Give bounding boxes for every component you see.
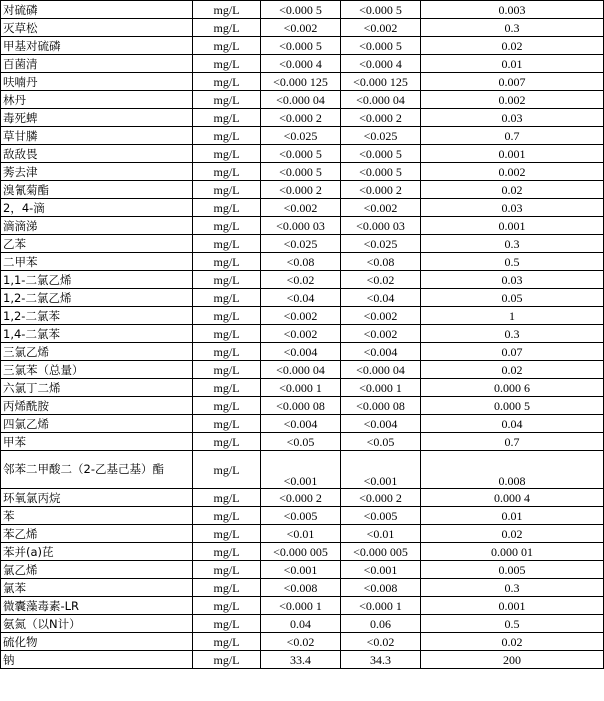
unit-cell: mg/L <box>193 397 261 415</box>
unit-cell: mg/L <box>193 615 261 633</box>
result-1-cell: <0.01 <box>261 525 341 543</box>
result-1-cell: <0.000 2 <box>261 181 341 199</box>
parameter-name-cell: 环氧氯丙烷 <box>1 489 193 507</box>
table-row <box>1 217 604 235</box>
table-row <box>1 543 604 561</box>
result-1-cell: <0.000 5 <box>261 37 341 55</box>
result-1-cell: <0.000 4 <box>261 55 341 73</box>
parameter-name-cell: 莠去津 <box>1 163 193 181</box>
limit-value-cell: 0.001 <box>421 217 604 235</box>
limit-value-cell: 0.7 <box>421 127 604 145</box>
limit-value-cell: 1 <box>421 307 604 325</box>
limit-value-cell: 0.05 <box>421 289 604 307</box>
parameter-name-cell: 林丹 <box>1 91 193 109</box>
limit-value-cell: 0.000 4 <box>421 489 604 507</box>
result-2-cell: <0.008 <box>341 579 421 597</box>
table-row <box>1 271 604 289</box>
table-row <box>1 235 604 253</box>
parameter-name-cell: 钠 <box>1 651 193 669</box>
result-1-cell: <0.001 <box>261 451 341 489</box>
parameter-name-cell: 草甘膦 <box>1 127 193 145</box>
result-1-cell: <0.000 03 <box>261 217 341 235</box>
result-2-cell: <0.000 5 <box>341 37 421 55</box>
result-2-cell: <0.000 2 <box>341 109 421 127</box>
parameter-name-cell: 甲基对硫磷 <box>1 37 193 55</box>
parameter-name-cell: 乙苯 <box>1 235 193 253</box>
limit-value-cell: 0.02 <box>421 361 604 379</box>
parameter-name-cell: 对硫磷 <box>1 1 193 19</box>
limit-value-cell: 0.001 <box>421 145 604 163</box>
parameter-name-cell: 1,2-二氯乙烯 <box>1 289 193 307</box>
parameter-name-cell: 苯 <box>1 507 193 525</box>
table-row <box>1 397 604 415</box>
unit-cell: mg/L <box>193 55 261 73</box>
result-1-cell: <0.002 <box>261 19 341 37</box>
result-2-cell: 34.3 <box>341 651 421 669</box>
table-row <box>1 253 604 271</box>
result-1-cell: <0.000 1 <box>261 597 341 615</box>
limit-value-cell: 0.008 <box>421 451 604 489</box>
parameter-name-cell: 氯乙烯 <box>1 561 193 579</box>
result-1-cell: <0.008 <box>261 579 341 597</box>
unit-cell: mg/L <box>193 633 261 651</box>
result-1-cell: <0.000 1 <box>261 379 341 397</box>
limit-value-cell: 0.5 <box>421 615 604 633</box>
result-2-cell: <0.002 <box>341 19 421 37</box>
limit-value-cell: 0.005 <box>421 561 604 579</box>
limit-value-cell: 0.3 <box>421 19 604 37</box>
parameter-name-cell: 甲苯 <box>1 433 193 451</box>
unit-cell: mg/L <box>193 361 261 379</box>
unit-cell: mg/L <box>193 235 261 253</box>
result-1-cell: <0.02 <box>261 271 341 289</box>
result-1-cell: <0.000 125 <box>261 73 341 91</box>
parameter-name-cell: 氯苯 <box>1 579 193 597</box>
table-body <box>1 1 604 669</box>
result-1-cell: <0.004 <box>261 343 341 361</box>
parameter-name-cell: 六氯丁二烯 <box>1 379 193 397</box>
result-2-cell: <0.002 <box>341 325 421 343</box>
parameter-name-cell: 百菌清 <box>1 55 193 73</box>
result-2-cell: <0.002 <box>341 199 421 217</box>
parameter-name-cell: 2，4-滴 <box>1 199 193 217</box>
unit-cell: mg/L <box>193 19 261 37</box>
result-2-cell: <0.05 <box>341 433 421 451</box>
unit-cell: mg/L <box>193 507 261 525</box>
result-1-cell: <0.005 <box>261 507 341 525</box>
parameter-name-cell: 二甲苯 <box>1 253 193 271</box>
parameter-name-cell: 丙烯酰胺 <box>1 397 193 415</box>
result-1-cell: <0.05 <box>261 433 341 451</box>
unit-cell: mg/L <box>193 37 261 55</box>
result-2-cell: <0.02 <box>341 271 421 289</box>
result-1-cell: <0.02 <box>261 633 341 651</box>
result-2-cell: <0.000 08 <box>341 397 421 415</box>
table-row <box>1 433 604 451</box>
limit-value-cell: 0.02 <box>421 633 604 651</box>
parameter-name-cell: 毒死蜱 <box>1 109 193 127</box>
table-row <box>1 325 604 343</box>
unit-cell: mg/L <box>193 489 261 507</box>
table-row <box>1 163 604 181</box>
table-row <box>1 343 604 361</box>
result-1-cell: <0.002 <box>261 325 341 343</box>
unit-cell: mg/L <box>193 163 261 181</box>
table-row <box>1 37 604 55</box>
parameter-name-cell: 苯乙烯 <box>1 525 193 543</box>
parameter-name-cell: 微囊藻毒素-LR <box>1 597 193 615</box>
result-1-cell: <0.04 <box>261 289 341 307</box>
result-1-cell: <0.004 <box>261 415 341 433</box>
unit-cell: mg/L <box>193 145 261 163</box>
unit-cell: mg/L <box>193 289 261 307</box>
limit-value-cell: 0.02 <box>421 37 604 55</box>
table-row <box>1 91 604 109</box>
unit-cell: mg/L <box>193 415 261 433</box>
table-row <box>1 579 604 597</box>
unit-cell: mg/L <box>193 325 261 343</box>
unit-cell: mg/L <box>193 379 261 397</box>
table-row <box>1 615 604 633</box>
parameter-name-cell: 呋喃丹 <box>1 73 193 91</box>
result-2-cell: <0.08 <box>341 253 421 271</box>
table-row <box>1 19 604 37</box>
result-2-cell: <0.000 03 <box>341 217 421 235</box>
limit-value-cell: 0.03 <box>421 109 604 127</box>
limit-value-cell: 0.002 <box>421 91 604 109</box>
result-2-cell: <0.000 1 <box>341 379 421 397</box>
limit-value-cell: 0.3 <box>421 235 604 253</box>
table-row <box>1 415 604 433</box>
limit-value-cell: 0.5 <box>421 253 604 271</box>
parameter-name-cell: 三氯苯（总量） <box>1 361 193 379</box>
parameter-name-cell: 1,1-二氯乙烯 <box>1 271 193 289</box>
result-2-cell: <0.000 1 <box>341 597 421 615</box>
result-2-cell: <0.04 <box>341 289 421 307</box>
result-1-cell: <0.000 04 <box>261 361 341 379</box>
table-row <box>1 55 604 73</box>
parameter-name-cell: 溴氰菊酯 <box>1 181 193 199</box>
parameter-name-cell: 氨氮（以N计） <box>1 615 193 633</box>
limit-value-cell: 0.01 <box>421 507 604 525</box>
table-row <box>1 379 604 397</box>
table-row <box>1 633 604 651</box>
table-row <box>1 307 604 325</box>
table-row <box>1 181 604 199</box>
limit-value-cell: 0.01 <box>421 55 604 73</box>
limit-value-cell: 0.04 <box>421 415 604 433</box>
table-row <box>1 109 604 127</box>
table-row <box>1 651 604 669</box>
parameter-name-cell: 敌敌畏 <box>1 145 193 163</box>
table-row <box>1 597 604 615</box>
limit-value-cell: 0.000 01 <box>421 543 604 561</box>
unit-cell: mg/L <box>193 73 261 91</box>
unit-cell: mg/L <box>193 543 261 561</box>
result-1-cell: <0.025 <box>261 127 341 145</box>
result-2-cell: <0.000 04 <box>341 91 421 109</box>
result-1-cell: <0.08 <box>261 253 341 271</box>
table-row <box>1 145 604 163</box>
limit-value-cell: 0.001 <box>421 597 604 615</box>
unit-cell: mg/L <box>193 253 261 271</box>
parameter-name-cell: 四氯乙烯 <box>1 415 193 433</box>
table-row <box>1 489 604 507</box>
result-2-cell: <0.000 5 <box>341 1 421 19</box>
limit-value-cell: 0.02 <box>421 181 604 199</box>
parameter-name-cell: 灭草松 <box>1 19 193 37</box>
result-1-cell: <0.000 04 <box>261 91 341 109</box>
limit-value-cell: 0.03 <box>421 271 604 289</box>
unit-cell: mg/L <box>193 561 261 579</box>
result-1-cell: 33.4 <box>261 651 341 669</box>
unit-cell: mg/L <box>193 1 261 19</box>
result-2-cell: <0.000 5 <box>341 163 421 181</box>
result-2-cell: <0.004 <box>341 343 421 361</box>
table-row <box>1 1 604 19</box>
result-2-cell: <0.000 2 <box>341 489 421 507</box>
table-row <box>1 199 604 217</box>
unit-cell: mg/L <box>193 307 261 325</box>
result-1-cell: <0.000 005 <box>261 543 341 561</box>
result-2-cell: <0.001 <box>341 451 421 489</box>
result-2-cell: <0.02 <box>341 633 421 651</box>
result-2-cell: <0.004 <box>341 415 421 433</box>
result-1-cell: <0.001 <box>261 561 341 579</box>
unit-cell: mg/L <box>193 597 261 615</box>
limit-value-cell: 0.002 <box>421 163 604 181</box>
unit-cell: mg/L <box>193 451 261 489</box>
table-row <box>1 507 604 525</box>
result-1-cell: <0.025 <box>261 235 341 253</box>
result-2-cell: <0.005 <box>341 507 421 525</box>
parameter-name-cell: 硫化物 <box>1 633 193 651</box>
result-1-cell: <0.000 5 <box>261 163 341 181</box>
result-2-cell: <0.025 <box>341 235 421 253</box>
unit-cell: mg/L <box>193 271 261 289</box>
parameter-name-cell: 三氯乙烯 <box>1 343 193 361</box>
table-row <box>1 525 604 543</box>
result-2-cell: <0.000 005 <box>341 543 421 561</box>
unit-cell: mg/L <box>193 525 261 543</box>
unit-cell: mg/L <box>193 127 261 145</box>
result-2-cell: <0.000 2 <box>341 181 421 199</box>
parameter-name-cell: 滴滴涕 <box>1 217 193 235</box>
result-2-cell: <0.01 <box>341 525 421 543</box>
limit-value-cell: 0.07 <box>421 343 604 361</box>
result-1-cell: <0.000 5 <box>261 145 341 163</box>
table-row <box>1 73 604 91</box>
result-1-cell: 0.04 <box>261 615 341 633</box>
limit-value-cell: 0.3 <box>421 325 604 343</box>
table-row <box>1 561 604 579</box>
parameter-name-cell: 苯并(a)芘 <box>1 543 193 561</box>
result-1-cell: <0.002 <box>261 199 341 217</box>
result-1-cell: <0.000 5 <box>261 1 341 19</box>
unit-cell: mg/L <box>193 343 261 361</box>
parameter-name-cell: 邻苯二甲酸二（2-乙基己基）酯 <box>1 451 193 489</box>
result-2-cell: <0.025 <box>341 127 421 145</box>
table-row <box>1 451 604 489</box>
limit-value-cell: 0.007 <box>421 73 604 91</box>
result-1-cell: <0.000 2 <box>261 489 341 507</box>
result-1-cell: <0.000 08 <box>261 397 341 415</box>
limit-value-cell: 200 <box>421 651 604 669</box>
limit-value-cell: 0.7 <box>421 433 604 451</box>
limit-value-cell: 0.000 6 <box>421 379 604 397</box>
parameter-name-cell: 1,4-二氯苯 <box>1 325 193 343</box>
unit-cell: mg/L <box>193 181 261 199</box>
result-2-cell: <0.000 04 <box>341 361 421 379</box>
limit-value-cell: 0.03 <box>421 199 604 217</box>
result-1-cell: <0.002 <box>261 307 341 325</box>
unit-cell: mg/L <box>193 199 261 217</box>
unit-cell: mg/L <box>193 109 261 127</box>
result-2-cell: <0.001 <box>341 561 421 579</box>
result-1-cell: <0.000 2 <box>261 109 341 127</box>
result-2-cell: 0.06 <box>341 615 421 633</box>
unit-cell: mg/L <box>193 217 261 235</box>
result-2-cell: <0.000 5 <box>341 145 421 163</box>
limit-value-cell: 0.3 <box>421 579 604 597</box>
unit-cell: mg/L <box>193 433 261 451</box>
unit-cell: mg/L <box>193 651 261 669</box>
limit-value-cell: 0.003 <box>421 1 604 19</box>
result-2-cell: <0.002 <box>341 307 421 325</box>
result-2-cell: <0.000 4 <box>341 55 421 73</box>
unit-cell: mg/L <box>193 91 261 109</box>
unit-cell: mg/L <box>193 579 261 597</box>
table-row <box>1 127 604 145</box>
parameter-name-cell: 1,2-二氯苯 <box>1 307 193 325</box>
result-2-cell: <0.000 125 <box>341 73 421 91</box>
limit-value-cell: 0.02 <box>421 525 604 543</box>
table-row <box>1 361 604 379</box>
limit-value-cell: 0.000 5 <box>421 397 604 415</box>
table-row <box>1 289 604 307</box>
